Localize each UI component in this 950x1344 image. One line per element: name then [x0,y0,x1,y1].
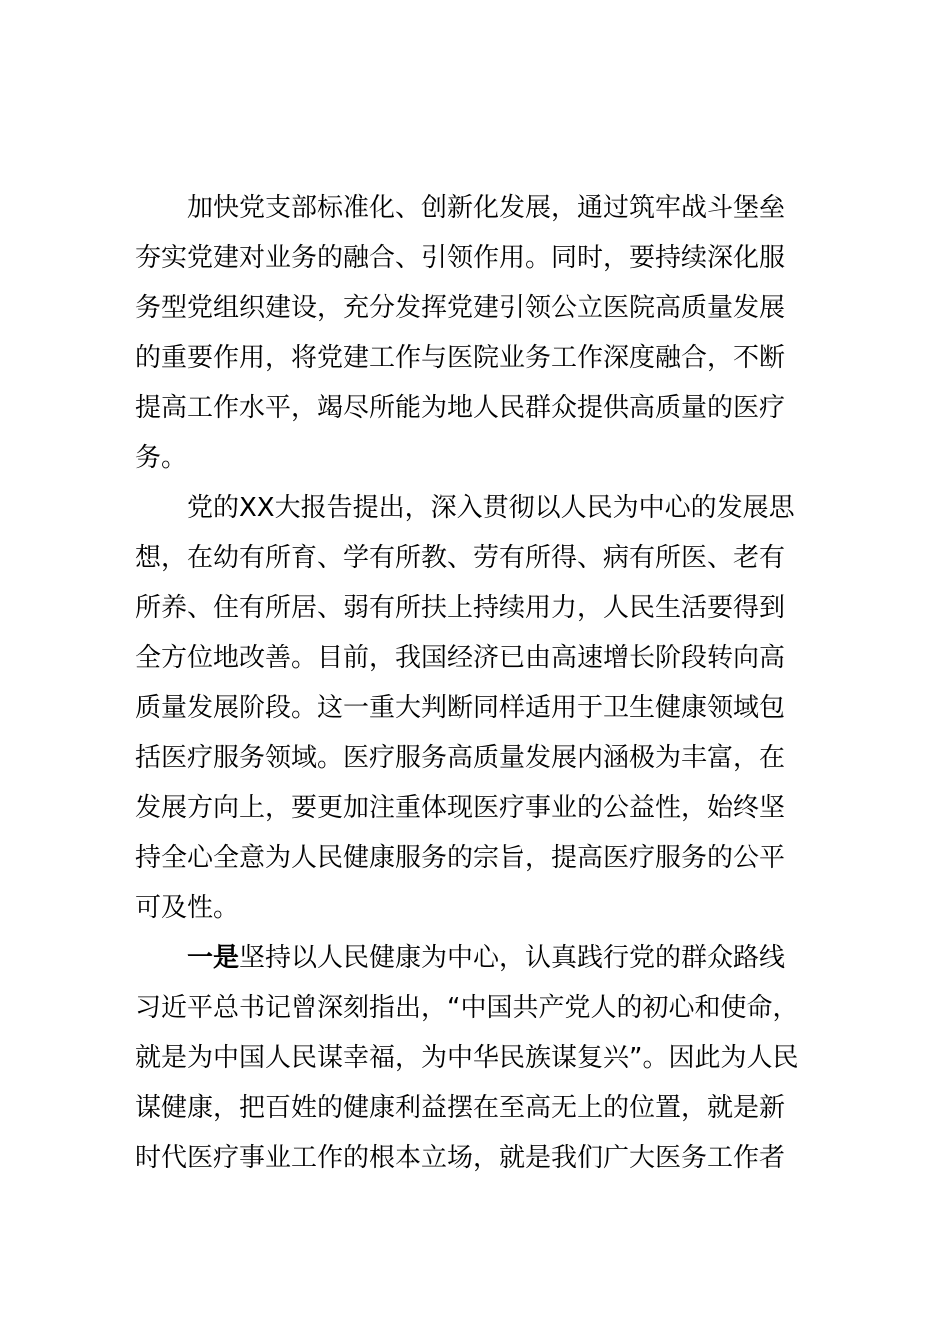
paragraph-3-line-1 [135,933,855,983]
paragraph-1-line-3: 务型党组织建设，充分发挥党建引领公立医院高质量发展 [135,293,786,323]
paragraph-3 [135,933,855,1183]
paragraph-2-line-2: 想，在幼有所育、学有所教、劳有所得、病有所医、老有 [135,543,786,573]
paragraph-1-line-1: 加快党支部标准化、创新化发展，通过筑牢战斗堡垒 [187,193,786,223]
paragraph-2-line-8: 持全心全意为人民健康服务的宗旨，提高医疗服务的公平 [135,843,786,873]
paragraph-2-line-5: 质量发展阶段。这一重大判断同样适用于卫生健康领域包 [135,693,786,723]
document-body [135,183,855,1183]
paragraph-2-line-4: 全方位地改善。目前，我国经济已由高速增长阶段转向高 [135,643,786,673]
paragraph-3-line-1-rest: 坚持以人民健康为中心，认真践行党的群众路线 [239,943,786,973]
paragraph-3-line-2: 习近平总书记曾深刻指出，“中国共产党人的初心和使命， [135,993,799,1023]
paragraph-3-line-5: 时代医疗事业工作的根本立场，就是我们广大医务工作者 [135,1143,786,1173]
paragraph-2 [135,483,855,933]
paragraph-2-line-7: 发展方向上，要更加注重体现医疗事业的公益性，始终坚 [135,793,786,823]
paragraph-3-line-3: 就是为中国人民谋幸福，为中华民族谋复兴”。因此为人民 [135,1043,799,1073]
paragraph-3-bold-lead: 一是 [187,943,240,973]
paragraph-1-line-4: 的重要作用，将党建工作与医院业务工作深度融合，不断 [135,343,786,373]
paragraph-2-line-6: 括医疗服务领域。医疗服务高质量发展内涵极为丰富，在 [135,743,786,773]
paragraph-2-line-9: 可及性。 [135,893,240,923]
paragraph-1-line-6: 务。 [135,443,188,473]
paragraph-1-line-2: 夯实党建对业务的融合、引领作用。同时，要持续深化服 [135,243,786,273]
paragraph-2-line-1: 党的XX大报告提出，深入贯彻以人民为中心的发展思 [187,493,795,523]
paragraph-3-line-4: 谋健康，把百姓的健康利益摆在至高无上的位置，就是新 [135,1093,786,1123]
paragraph-1 [135,183,855,483]
paragraph-1-line-5: 提高工作水平，竭尽所能为地人民群众提供高质量的医疗 [135,393,786,423]
paragraph-2-line-3: 所养、住有所居、弱有所扶上持续用力，人民生活要得到 [135,593,786,623]
